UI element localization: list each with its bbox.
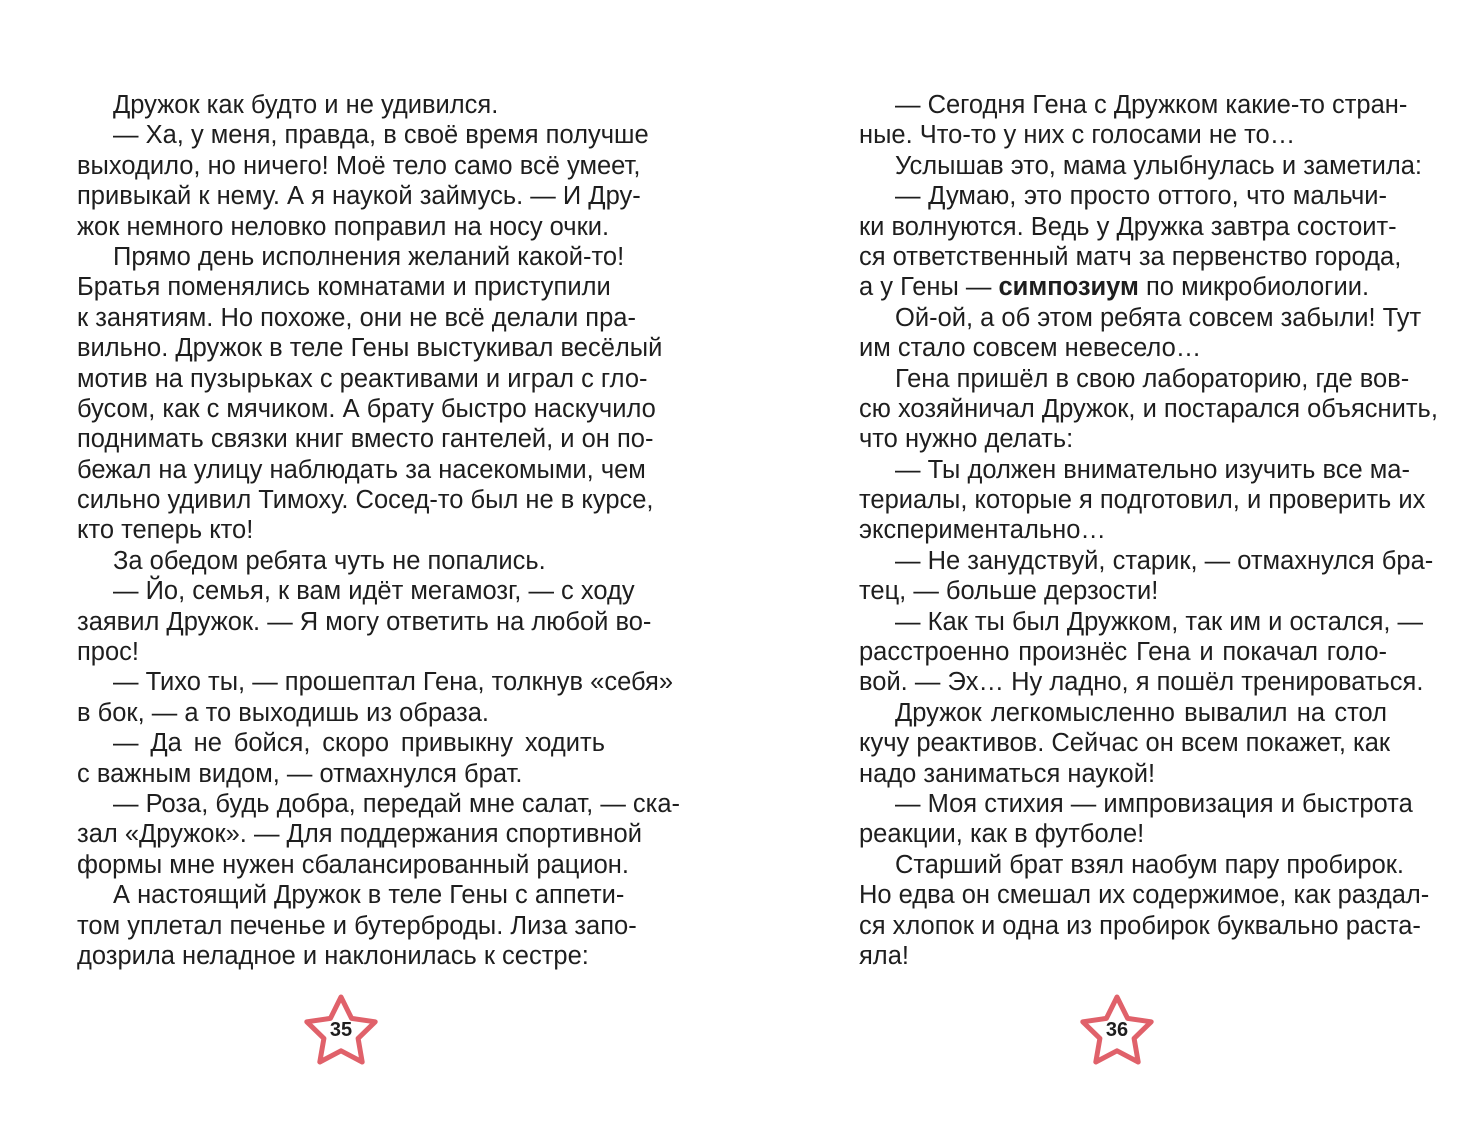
text-line: Ой-ой, а об этом ребята совсем забыли! Тут xyxy=(895,303,1422,332)
text-line: выходило, но ничего! Моё тело само всё умеет, xyxy=(77,151,641,180)
text-line: им стало совсем невесело… xyxy=(859,334,1202,363)
text-line: кучу реактивов. Сейчас он всем покажет, как xyxy=(859,729,1391,758)
text-line: вильно. Дружок в теле Гены выстукивал весёлый xyxy=(77,334,663,363)
text-line: — Как ты был Дружком, так им и остался, — xyxy=(895,607,1424,636)
text-line: Гена пришёл в свою лабораторию, где вов- xyxy=(895,364,1410,393)
text-line: — Тихо ты, — прошептал Гена, толкнув «себя» xyxy=(113,668,674,697)
text-line: бусом, как с мячиком. А брату быстро наскучило xyxy=(77,394,656,423)
text-line: ся хлопок и одна из пробирок буквально раста- xyxy=(859,911,1421,940)
text-line: поднимать связки книг вместо гантелей, и он по- xyxy=(77,425,654,454)
text-line: прос! xyxy=(77,638,140,667)
text-line: — Роза, будь добра, передай мне салат, — ска- xyxy=(113,789,681,818)
text-line: — Моя стихия — импровизация и быстрота xyxy=(895,789,1413,818)
bold-term: симпозиум xyxy=(998,273,1139,302)
text-line: — Да не бойся, скоро привыкну ходить xyxy=(113,729,605,758)
text-line: — Сегодня Гена с Дружком какие-то стран- xyxy=(895,91,1408,119)
text-line: бежал на улицу наблюдать за насекомыми, чем xyxy=(77,455,646,484)
text-line: ные. Что-то у них с голосами не то… xyxy=(859,121,1296,150)
text-line: яла! xyxy=(859,941,909,970)
text-line: расстроенно произнёс Гена и покачал голо- xyxy=(859,638,1387,667)
text-line: в бок, — а то выходишь из образа. xyxy=(77,698,490,727)
text-line: Но едва он смешал их содержимое, как раздал- xyxy=(859,881,1430,910)
page-number-left: 35 xyxy=(329,1019,353,1041)
text-line: вой. — Эх… Ну ладно, я пошёл тренироваться. xyxy=(859,668,1424,697)
text-line: Услышав это, мама улыбнулась и заметила: xyxy=(895,151,1423,180)
text-line: дозрила неладное и наклонилась к сестре: xyxy=(77,941,589,970)
text-line: надо заниматься наукой! xyxy=(859,759,1156,788)
page-number-badge-right xyxy=(1077,993,1157,1073)
text-line: мотив на пузырьках с реактивами и играл с гло- xyxy=(77,364,648,393)
text-line: привыкай к нему. А я наукой займусь. — И Дру- xyxy=(77,182,641,211)
text-line: кто теперь кто! xyxy=(77,516,254,545)
page-number-right: 36 xyxy=(1105,1019,1129,1041)
text-line: сю хозяйничал Дружок, и постарался объяснить, xyxy=(859,394,1438,423)
right-page-text xyxy=(859,90,1438,971)
left-page xyxy=(77,90,681,971)
text-line xyxy=(859,272,1387,302)
text-line: что нужно делать: xyxy=(859,425,1074,454)
text-line: — Йо, семья, к вам идёт мегамозг, — с ходу xyxy=(113,577,635,606)
text-line: заявил Дружок. — Я могу ответить на любой во- xyxy=(77,607,652,636)
right-page xyxy=(859,90,1438,971)
text-line: сильно удивил Тимоху. Сосед-то был не в курсе, xyxy=(77,486,654,515)
text-line: тец, — больше дерзости! xyxy=(859,577,1159,606)
text-line: том уплетал печенье и бутерброды. Лиза запо- xyxy=(77,911,637,940)
text-line: А настоящий Дружок в теле Гены с аппети- xyxy=(113,881,625,910)
text-line: Дружок как будто и не удивился. xyxy=(113,91,499,119)
text-segment: а у Гены — xyxy=(859,273,999,302)
text-line: — Думаю, это просто оттого, что мальчи- xyxy=(895,182,1387,211)
text-line: Дружок легкомысленно вывалил на стол xyxy=(895,698,1387,727)
page-number-badge-left xyxy=(301,993,381,1073)
text-line: ки волнуются. Ведь у Дружка завтра состоит- xyxy=(859,212,1397,241)
text-line: зал «Дружок». — Для поддержания спортивной xyxy=(77,820,642,849)
text-line: экспериментально… xyxy=(859,516,1106,545)
text-line: Прямо день исполнения желаний какой-то! xyxy=(113,242,625,271)
text-line: реакции, как в футболе! xyxy=(859,820,1145,849)
text-line: За обедом ребята чуть не попались. xyxy=(113,546,546,575)
text-line: териалы, которые я подготовил, и проверить их xyxy=(859,486,1426,515)
text-line: Старший брат взял наобум пару пробирок. xyxy=(895,850,1405,879)
text-line: ся ответственный матч за первенство города, xyxy=(859,242,1402,271)
text-line: формы мне нужен сбалансированный рацион. xyxy=(77,850,629,879)
text-segment: по микробиологии. xyxy=(1138,273,1370,302)
text-line: с важным видом, — отмахнулся брат. xyxy=(77,759,523,788)
text-line: жок немного неловко поправил на носу очки. xyxy=(77,212,610,241)
left-page-text xyxy=(77,90,681,971)
text-line: — Не занудствуй, старик, — отмахнулся бра- xyxy=(895,546,1434,575)
text-line: — Ха, у меня, правда, в своё время получше xyxy=(113,121,649,150)
text-line: — Ты должен внимательно изучить все ма- xyxy=(895,455,1410,484)
text-line: Братья поменялись комнатами и приступили xyxy=(77,273,611,302)
text-line: к занятиям. Но похоже, они не всё делали пра- xyxy=(77,303,636,332)
